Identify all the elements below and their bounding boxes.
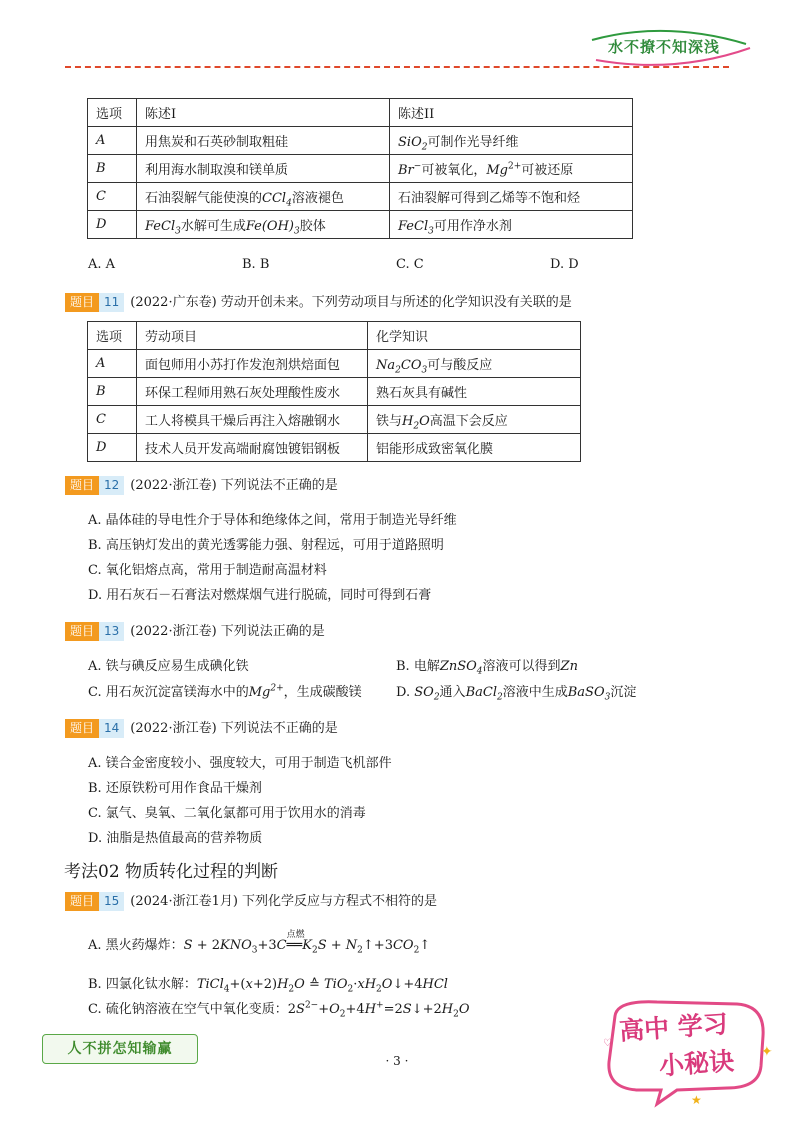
q15-option-b: B. 四氯化钛水解：$TiCl_4+(x+2)H_2O$ ≙ $TiO_2\cdot xH_2O↓+4HCl$ [88,977,448,995]
table-header-cell: 选项 [88,99,137,127]
option-cell: A [88,127,137,155]
work-cell: 技术人员开发高端耐腐蚀镀铝钢板 [137,434,368,462]
q12-option-a: A. 晶体硅的导电性介于导体和绝缘体之间，常用于制造光导纤维 [88,513,457,528]
q12-option-c: C. 氧化铝熔点高，常用于制造耐高温材料 [88,563,327,578]
option-cell: B [88,378,137,406]
option-cell: C [88,406,137,434]
question-13-stem: 题目 13 (2022·浙江卷) 下列说法正确的是 [65,620,325,641]
study-tips-badge [597,996,775,1108]
header-divider [65,66,729,68]
statement-2-cell: 石油裂解可得到乙烯等不饱和烃 [390,183,633,211]
statement-1-cell: 利用海水制取溴和镁单质 [137,155,390,183]
footer-motto: 人不拼怎知输赢 [42,1034,198,1064]
table-header-row [88,99,633,127]
statement-2-cell: Br−可被氧化，$Mg^{2+}$可被还原 [390,155,633,183]
question-11-stem: 题目 11 (2022·广东卷) 劳动开创未来。下列劳动项目与所述的化学知识没有关联的是 [65,291,572,312]
option-cell: C [88,183,137,211]
svg-text:♡: ♡ [603,1038,612,1049]
table-q10 [87,98,633,239]
table-row [88,350,581,378]
q13-option-c: C. 用石灰沉淀富镁海水中的$Mg^{2+}$，生成碳酸镁 [88,683,362,700]
question-15-stem: 题目 15 (2024·浙江卷1月) 下列化学反应与方程式不相符的是 [65,890,437,911]
choice-b: B. B [242,257,270,272]
table-row [88,211,633,239]
option-cell: A [88,350,137,378]
q12-option-b: B. 高压钠灯发出的黄光透雾能力强、射程远，可用于道路照明 [88,538,444,553]
header-logo [586,26,756,68]
question-tag: 题目 12 [65,476,124,495]
chem-cell: 铁与$H_2O$高温下会反应 [368,406,581,434]
q15-option-a: A. 黑火药爆炸：$S + 2KNO_3+3C$ 点燃 $══K_2S$ + $N_2↑+3CO_2↑$ [88,930,431,956]
question-14-stem: 题目 14 (2022·浙江卷) 下列说法不正确的是 [65,717,338,738]
chem-cell: 熟石灰具有碱性 [368,378,581,406]
statement-2-cell: FeCl$_3$可用作净水剂 [390,211,633,239]
question-tag: 题目 15 [65,892,124,911]
question-tag: 题目 11 [65,293,124,312]
question-tag: 题目 13 [65,622,124,641]
chem-cell: $Na_2CO_3$可与酸反应 [368,350,581,378]
q13-option-a: A. 铁与碘反应易生成碘化铁 [88,659,249,674]
table-header-cell: 劳动项目 [137,322,368,350]
page-number: · 3 · [385,1054,409,1068]
q12-option-d: D. 用石灰石－石膏法对燃煤烟气进行脱硫，同时可得到石膏 [88,588,432,603]
badge-line1: 高中 学习 [618,1009,729,1046]
statement-1-cell: 石油裂解气能使溴的CCl$_4$溶液褪色 [137,183,390,211]
q15-option-c: C. 硫化钠溶液在空气中氧化变质：$2S^{2-}+O_2+4H^+=2S↓+2H_2O$ [88,1000,470,1020]
q14-option-a: A. 镁合金密度较小、强度较大，可用于制造飞机部件 [88,756,392,771]
chem-cell: 铝能形成致密氧化膜 [368,434,581,462]
q13-option-d: D. $SO_2$通入BaCl$_2$溶液中生成BaSO$_3$沉淀 [396,685,637,703]
table-row [88,183,633,211]
choice-a: A. A [88,257,116,272]
table-row [88,406,581,434]
q14-option-d: D. 油脂是热值最高的营养物质 [88,831,263,846]
svg-text:✦: ✦ [761,1044,773,1060]
table-row [88,155,633,183]
table-row [88,378,581,406]
choice-d: D. D [550,257,579,272]
statement-1-cell: 用焦炭和石英砂制取粗硅 [137,127,390,155]
option-cell: B [88,155,137,183]
badge-line2: 小秘诀 [658,1046,736,1081]
work-cell: 环保工程师用熟石灰处理酸性废水 [137,378,368,406]
statement-1-cell: FeCl$_3$水解可生成$Fe(OH)_3$胶体 [137,211,390,239]
table-header-cell: 选项 [88,322,137,350]
table-header-row [88,322,581,350]
q14-option-b: B. 还原铁粉可用作食品干燥剂 [88,781,262,796]
svg-text:★: ★ [691,1093,702,1107]
work-cell: 面包师用小苏打作发泡剂烘焙面包 [137,350,368,378]
q14-option-c: C. 氯气、臭氧、二氧化氯都可用于饮用水的消毒 [88,806,366,821]
table-header-cell: 陈述II [390,99,633,127]
table-row [88,434,581,462]
q13-option-b: B. 电解ZnSO$_4$溶液可以得到Zn [396,659,578,677]
logo-text: 水不撩不知深浅 [608,38,721,56]
option-cell: D [88,211,137,239]
question-tag: 题目 14 [65,719,124,738]
table-header-cell: 陈述I [137,99,390,127]
table-header-cell: 化学知识 [368,322,581,350]
choice-c: C. C [396,257,424,272]
table-row [88,127,633,155]
table-q11 [87,321,581,462]
statement-2-cell: SiO$_2$可制作光导纤维 [390,127,633,155]
option-cell: D [88,434,137,462]
work-cell: 工人将模具干燥后再注入熔融钢水 [137,406,368,434]
section-heading: 考法02 物质转化过程的判断 [64,862,279,882]
question-12-stem: 题目 12 (2022·浙江卷) 下列说法不正确的是 [65,474,338,495]
